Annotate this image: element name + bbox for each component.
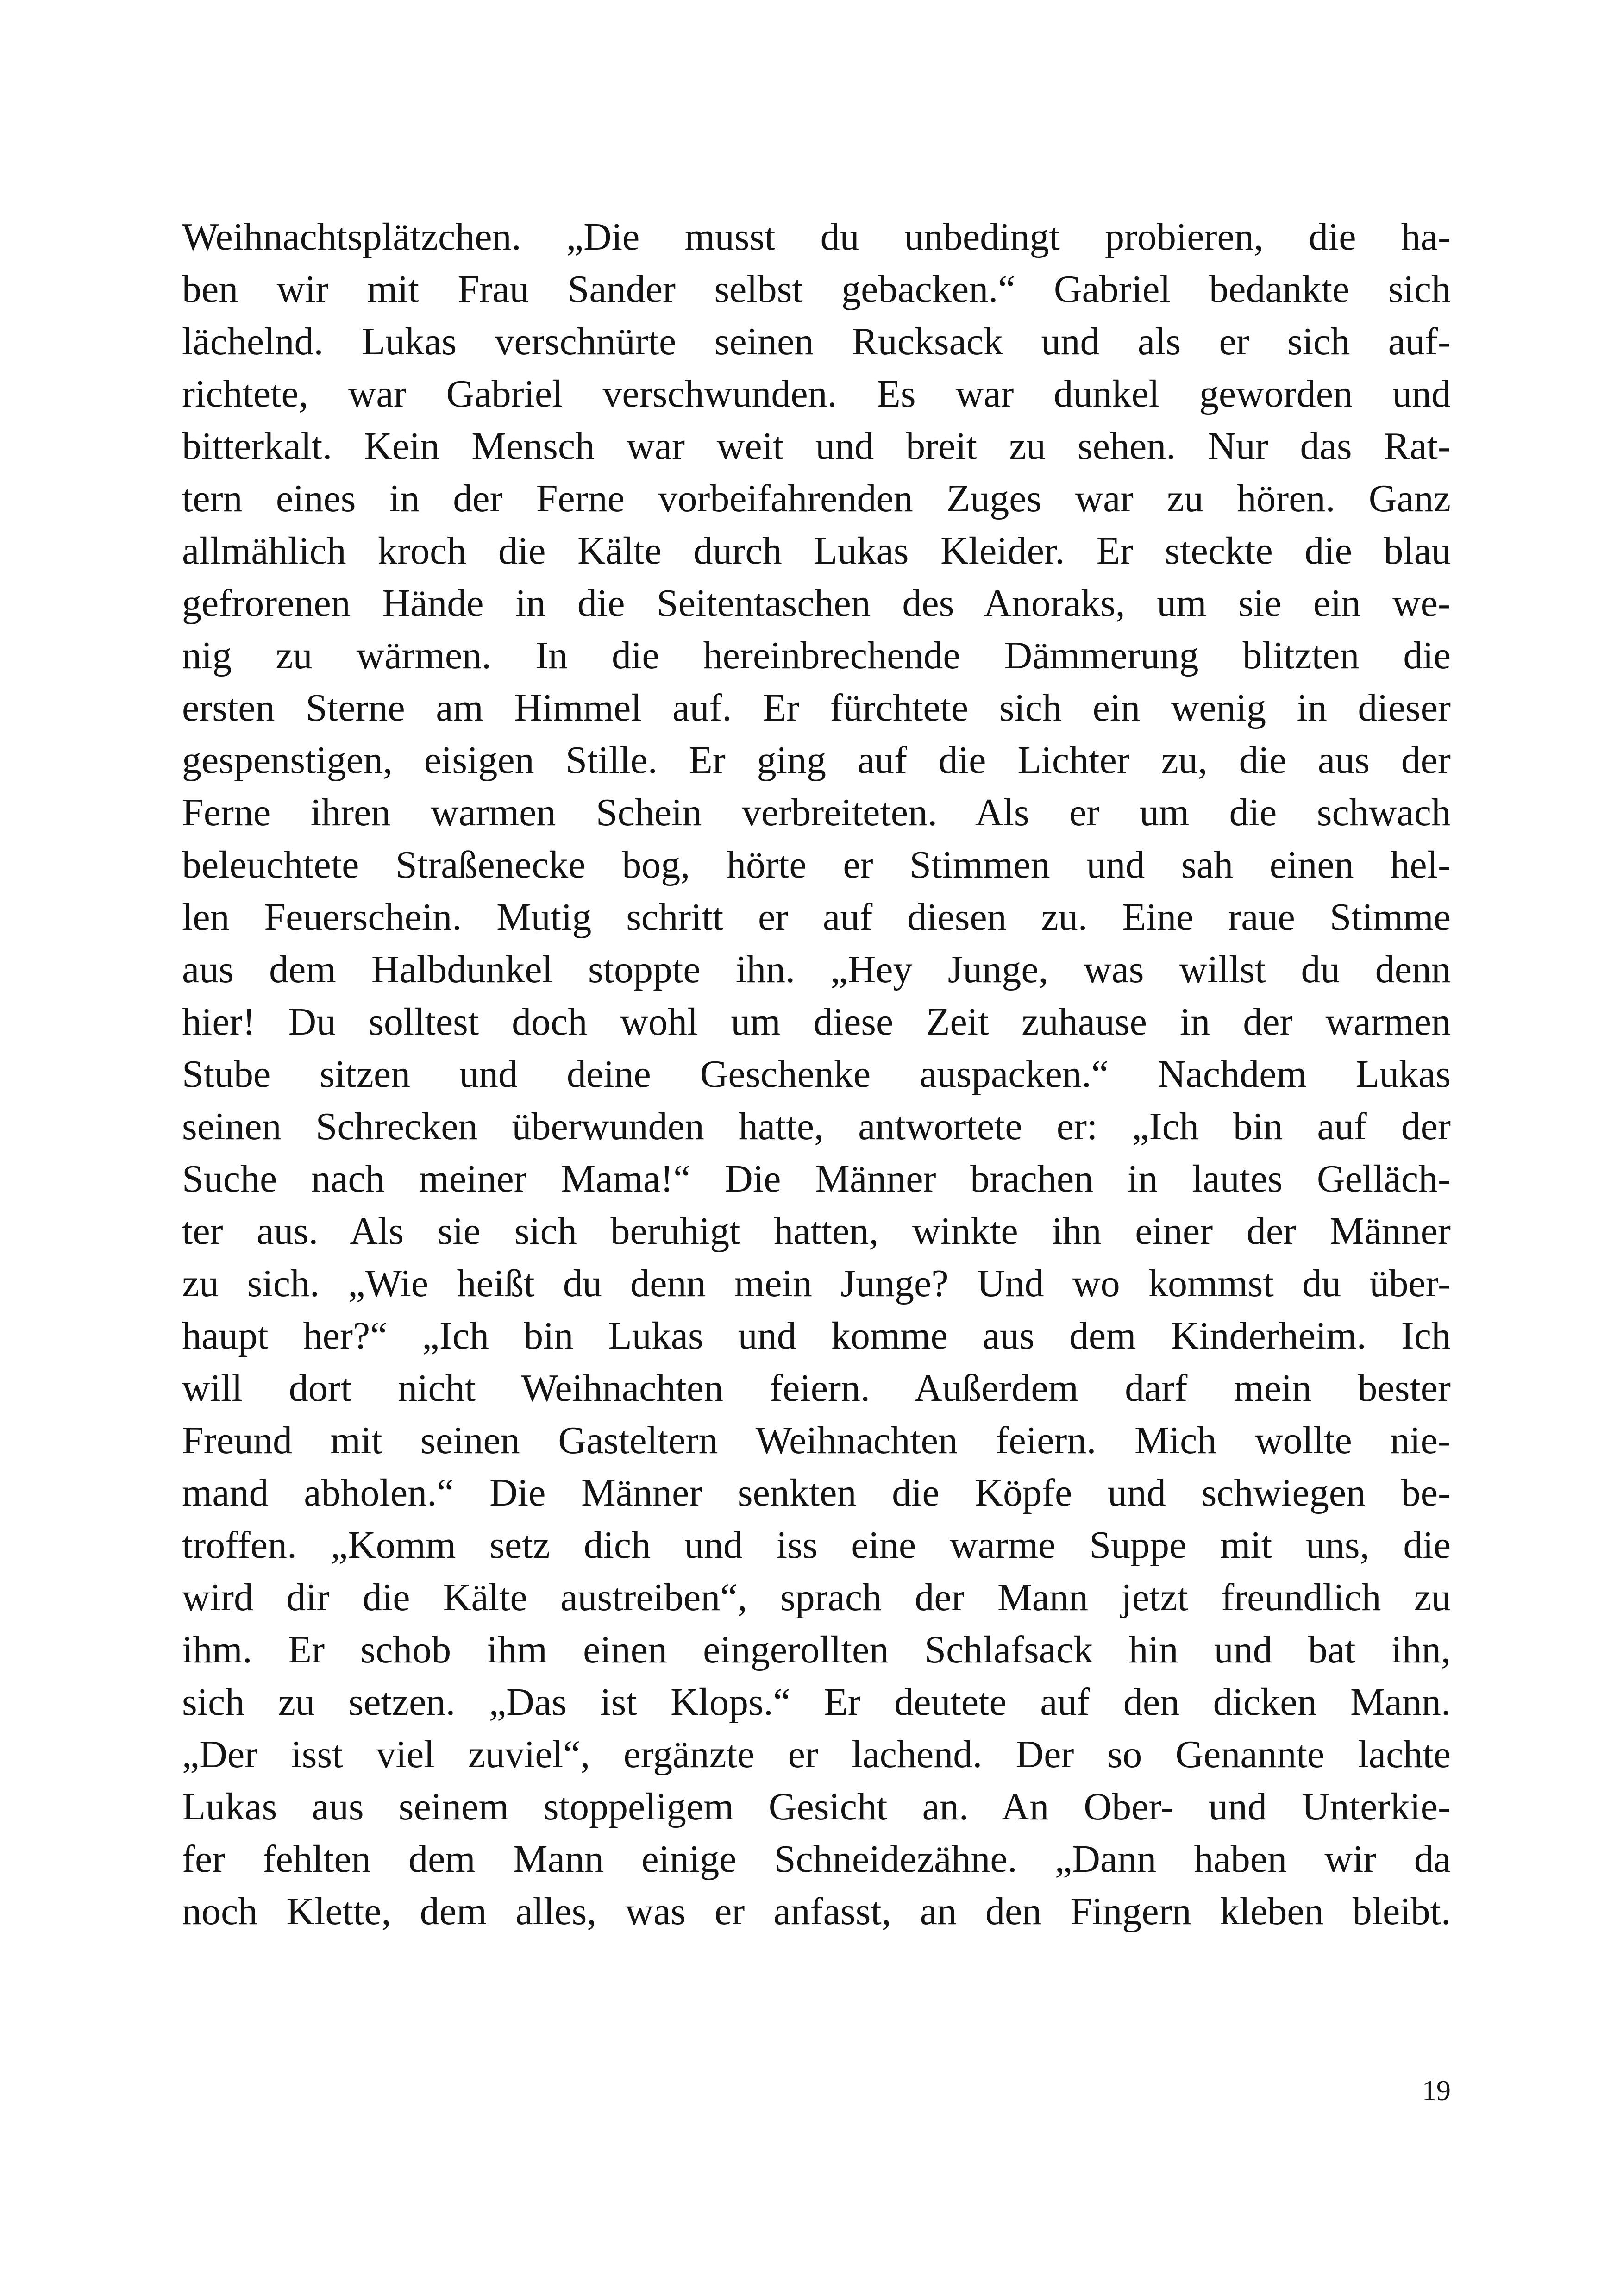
text-line: gefrorenen Hände in die Seitentaschen des Anoraks, um sie ein we- [182,582,1451,625]
text-line: Suche nach meiner Mama!“ Die Männer brachen in lautes Gelläch- [182,1157,1451,1200]
text-line: troffen. „Komm setz dich und iss eine warme Suppe mit uns, die [182,1524,1451,1567]
text-line: haupt her?“ „Ich bin Lukas und komme aus dem Kinderheim. Ich [182,1314,1451,1357]
text-line: lächelnd. Lukas verschnürte seinen Rucksack und als er sich auf- [182,320,1451,363]
text-line: beleuchtete Straßenecke bog, hörte er Stimmen und sah einen hel- [182,843,1451,886]
text-line: will dort nicht Weihnachten feiern. Außerdem darf mein bester [182,1367,1451,1410]
text-line: len Feuerschein. Mutig schritt er auf diesen zu. Eine raue Stimme [182,896,1451,939]
text-line: ihm. Er schob ihm einen eingerollten Schlafsack hin und bat ihn, [182,1628,1451,1671]
text-line: ersten Sterne am Himmel auf. Er fürchtete sich ein wenig in dieser [182,686,1451,729]
body-text [182,211,1451,1938]
text-line: gespenstigen, eisigen Stille. Er ging auf die Lichter zu, die aus der [182,739,1451,782]
text-line: tern eines in der Ferne vorbeifahrenden Zuges war zu hören. Ganz [182,477,1451,520]
text-line: sich zu setzen. „Das ist Klops.“ Er deutete auf den dicken Mann. [182,1681,1451,1724]
text-line: ben wir mit Frau Sander selbst gebacken.“ Gabriel bedankte sich [182,268,1451,311]
text-line: seinen Schrecken überwunden hatte, antwortete er: „Ich bin auf der [182,1105,1451,1148]
text-line: noch Klette, dem alles, was er anfasst, an den Fingern kleben bleibt. [182,1890,1451,1933]
text-line: mand abholen.“ Die Männer senkten die Köpfe und schwiegen be- [182,1471,1451,1514]
text-line: richtete, war Gabriel verschwunden. Es war dunkel geworden und [182,372,1451,415]
text-line: hier! Du solltest doch wohl um diese Zeit zuhause in der warmen [182,1000,1451,1043]
text-line: ter aus. Als sie sich beruhigt hatten, winkte ihn einer der Männer [182,1210,1451,1253]
text-line: Ferne ihren warmen Schein verbreiteten. Als er um die schwach [182,791,1451,834]
text-line: nig zu wärmen. In die hereinbrechende Dämmerung blitzten die [182,634,1451,677]
text-line: bitterkalt. Kein Mensch war weit und breit zu sehen. Nur das Rat- [182,425,1451,468]
text-line: „Der isst viel zuviel“, ergänzte er lachend. Der so Genannte lachte [182,1733,1451,1776]
text-line: Freund mit seinen Gasteltern Weihnachten feiern. Mich wollte nie- [182,1419,1451,1462]
text-line: Lukas aus seinem stoppeligem Gesicht an. An Ober- und Unterkie- [182,1785,1451,1828]
page-number: 19 [1422,2075,1451,2107]
text-line: Stube sitzen und deine Geschenke auspacken.“ Nachdem Lukas [182,1053,1451,1096]
text-line: fer fehlten dem Mann einige Schneidezähne. „Dann haben wir da [182,1838,1451,1881]
text-line: aus dem Halbdunkel stoppte ihn. „Hey Junge, was willst du denn [182,948,1451,991]
text-line: wird dir die Kälte austreiben“, sprach der Mann jetzt freundlich zu [182,1576,1451,1619]
text-line: zu sich. „Wie heißt du denn mein Junge? Und wo kommst du über- [182,1262,1451,1305]
text-line: allmählich kroch die Kälte durch Lukas Kleider. Er steckte die blau [182,529,1451,572]
text-line: Weihnachtsplätzchen. „Die musst du unbedingt probieren, die ha- [182,215,1451,258]
